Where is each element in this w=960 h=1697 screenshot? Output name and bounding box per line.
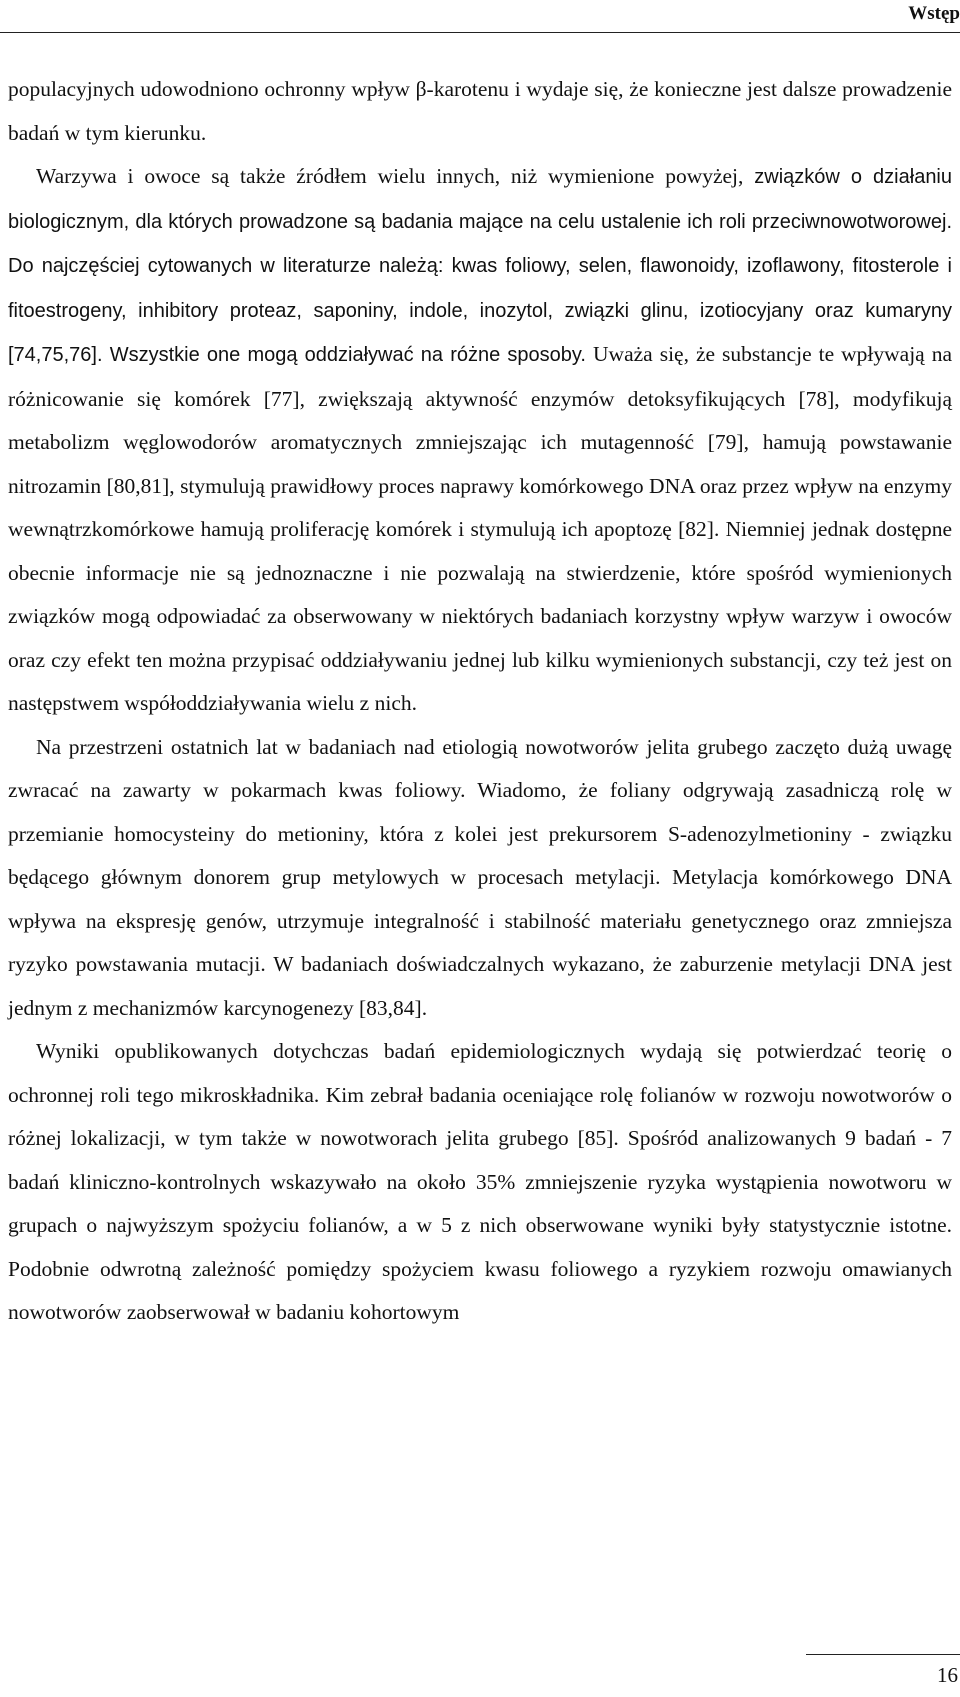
- paragraph-folic-acid: Na przestrzeni ostatnich lat w badaniach nad etiologią nowotworów jelita grubego zaczęto dużą uwagę zwracać na zawarty w pokarmach kwas foliowy. Wiadomo, że foliany odgrywają zasadniczą rolę w przemianie homocysteiny do metioniny, która z kolei jest prekursorem S-adenozylmetioniny - związku będącego głównym donorem grup metylowych w procesach metylacji. Metylacja komórkowego DNA wpływa na ekspresję genów, utrzymuje integralność i stabilność materiału genetycznego oraz zmniejsza ryzyko powstawania mutacji. W badaniach doświadczalnych wykazano, że zaburzenie metylacji DNA jest jednym z mechanizmów karcynogenezy [83,84].: [8, 734, 952, 1020]
- running-header-section-title: Wstęp: [908, 3, 960, 24]
- paragraph-beta-carotene: [8, 68, 952, 155]
- footer-rule: [806, 1654, 960, 1655]
- paragraph-other-compounds-mechanisms: Uważa się, że substancje te wpływają na różnicowanie się komórek [77], zwiększają aktywność enzymów detoksyfikujących [78], modyfikują metabolizm węglowodorów aromatycznych zmniejszając ich mutagenność [79], hamują powstawanie nitrozamin [80,81], stymulują prawidłowy proces naprawy komórkowego DNA oraz przez wpływ na enzymy wewnątrzkomórkowe hamują proliferację komórek i stymulują ich apoptozę [82]. Niemniej jednak dostępne obecnie informacje nie są jednoznaczne i nie pozwalają na stwierdzenie, które spośród wymienionych związków mogą odpowiadać za obserwowany w niektórych badaniach korzystny wpływ warzyw i owoców oraz czy efekt ten można przypisać oddziaływaniu jednej lub kilku wymienionych substancji, czy też jest on następstwem współoddziaływania wielu z nich.: [8, 342, 953, 715]
- page-number: 16: [937, 1663, 958, 1687]
- paragraph-other-compounds-list: związków o działaniu biologicznym, dla których prowadzone są badania mające na celu ustalenie ich roli przeciwnowotworowej. Do najczęściej cytowanych w literaturze należą: kwas foliowy, selen, flawonoidy, izoflawony, fitosterole i fitoestrogeny, inhibitory proteaz, saponiny, indole, inozytol, związki glinu, izotiocyjany oraz kumaryny [74,75,76]. Wszystkie one mogą oddziaływać na różne sposoby.: [8, 166, 953, 366]
- paragraph-epidemiology: Wyniki opublikowanych dotychczas badań epidemiologicznych wydają się potwierdzać teorię o ochronnej roli tego mikroskładnika. Kim zebrał badania oceniające rolę folianów w rozwoju nowotworów o różnej lokalizacji, w tym także w nowotworach jelita grubego [85]. Spośród analizowanych 9 badań - 7 badań kliniczno-kontrolnych wskazywało na około 35% zmniejszenie ryzyka wystąpienia nowotworu w grupach o najwyższym spożyciu folianów, a w 5 z nich obserwowane wyniki były statystycznie istotne. Podobnie odwrotną zależność pomiędzy spożyciem kwasu foliowego a ryzykiem rozwoju omawianych nowotworów zaobserwował w badaniu kohortowym: [8, 1039, 952, 1324]
- header-rule: [0, 32, 960, 33]
- paragraph-other-compounds: [8, 155, 952, 726]
- paragraph-other-compounds-intro: Warzywa i owoce są także źródłem wielu innych, niż wymienione powyżej,: [36, 164, 744, 188]
- paragraph-beta-carotene-text: populacyjnych udowodniono ochronny wpływ β-karotenu i wydaje się, że konieczne jest dalsze prowadzenie badań w tym kierunku.: [8, 77, 952, 145]
- page-body: [8, 68, 952, 1335]
